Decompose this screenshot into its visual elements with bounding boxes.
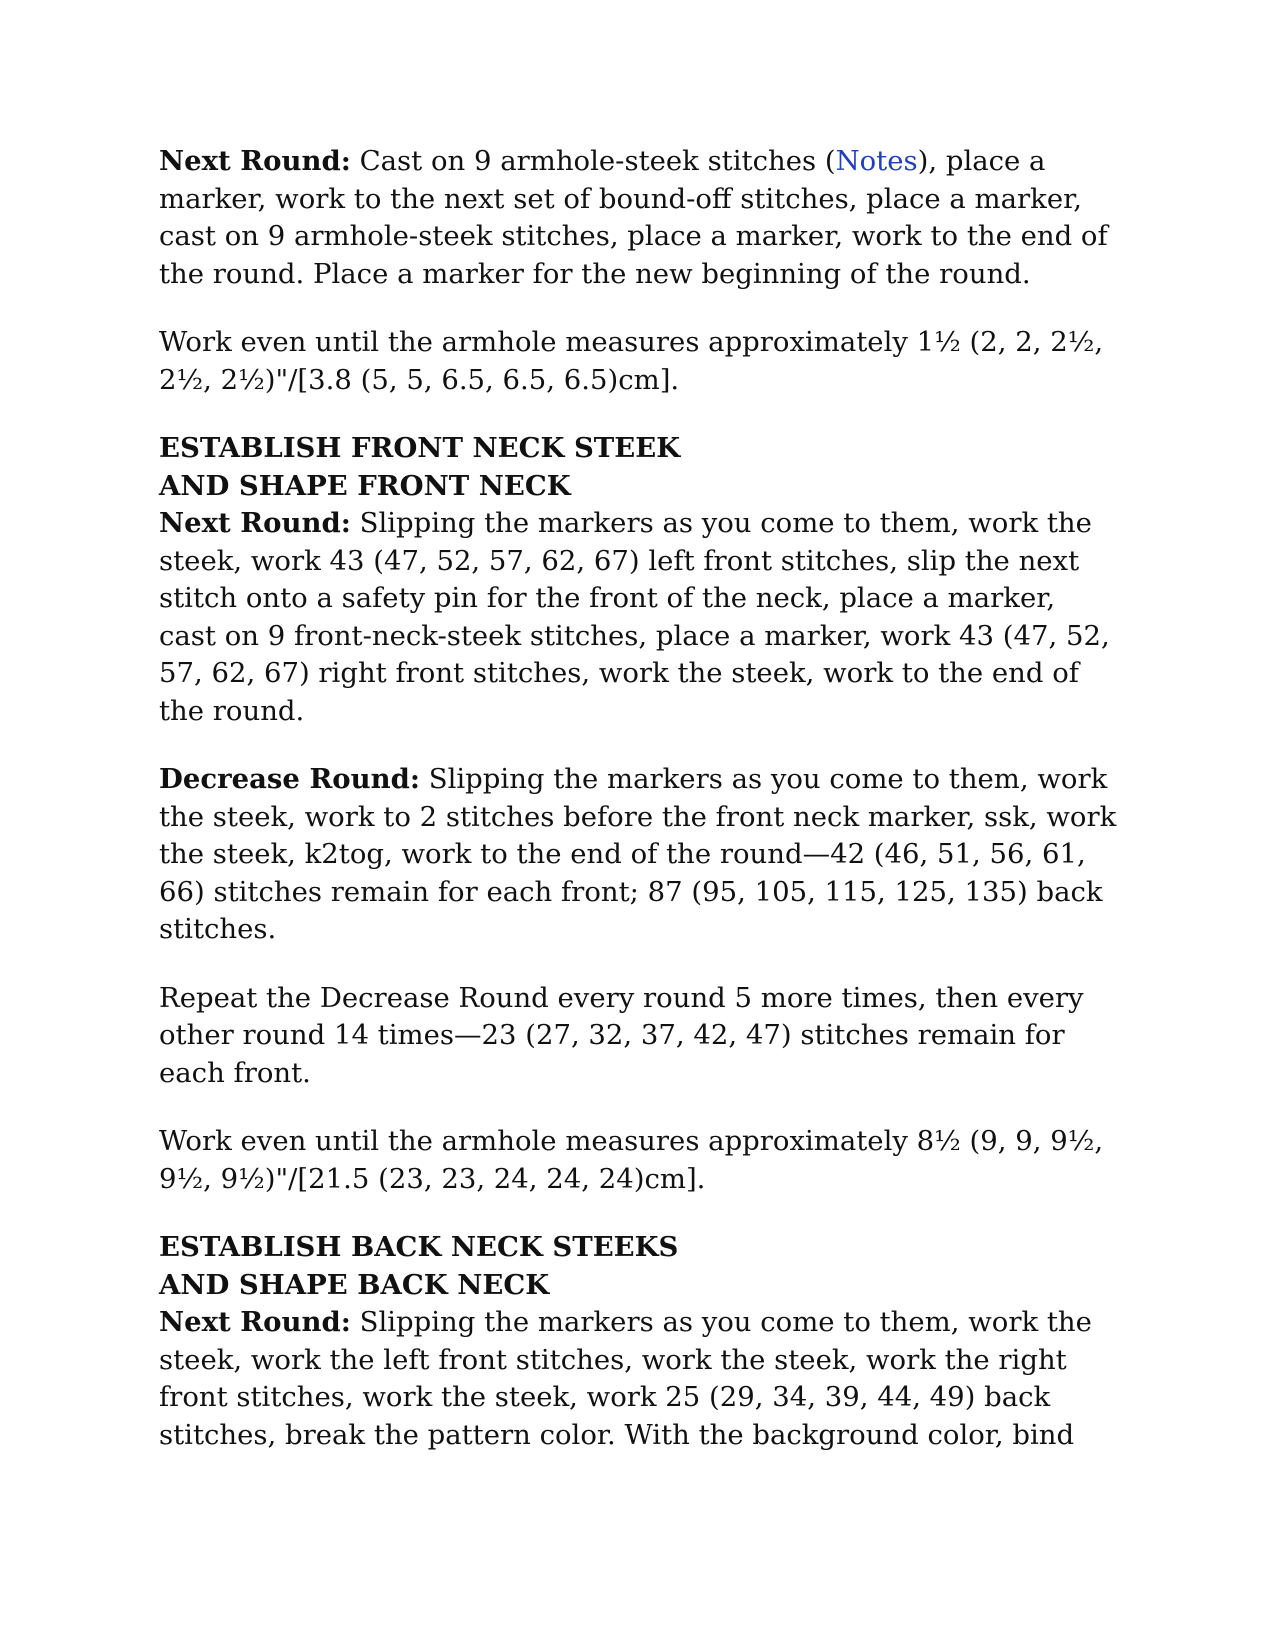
paragraph-text: Cast on 9 armhole-steek stitches ( (350, 145, 836, 177)
section-heading: AND SHAPE BACK NECK (159, 1268, 550, 1301)
round-label: Next Round: (159, 145, 351, 177)
paragraph-work-even-2: Work even until the armhole measures approximately 8½ (9, 9, 9½, 9½, 9½)"/[21.5 (23, 23, 24, 24, 24)cm]. (159, 1125, 1104, 1195)
paragraph-front-neck-round (159, 505, 1119, 730)
round-label: Next Round: (159, 1306, 351, 1338)
section-heading: AND SHAPE FRONT NECK (159, 469, 571, 502)
paragraph-repeat-decrease: Repeat the Decrease Round every round 5 more times, then every other round 14 times—23 (27, 32, 37, 42, 47) stitches remain for each front. (159, 981, 1084, 1089)
notes-link[interactable]: Notes (835, 145, 918, 177)
paragraph-text: Slipping the markers as you come to them, work the steek, work the left front stitches, work the steek, work the right front stitches, work the steek, work 25 (29, 34, 39, 44, 49) back stitches, break the pattern color. With the background color, bind (159, 1306, 1092, 1451)
round-label: Next Round: (159, 507, 351, 539)
section-back-neck (159, 1229, 1119, 1454)
paragraph-text: Slipping the markers as you come to them, work the steek, work to 2 stitches before the front neck marker, ssk, work the steek, k2tog, work to the end of the round—42 (46, 51, 56, 61, 66) stitches remain for each front; 87 (95, 105, 115, 125, 135) back stitches. (159, 763, 1117, 945)
round-label: Decrease Round: (159, 763, 421, 795)
paragraph-cast-on-steek (159, 143, 1119, 293)
section-front-neck (159, 430, 1119, 730)
paragraph-decrease-round (159, 761, 1119, 949)
paragraph-work-even-1: Work even until the armhole measures approximately 1½ (2, 2, 2½, 2½, 2½)"/[3.8 (5, 5, 6.5, 6.5, 6.5)cm]. (159, 326, 1104, 396)
paragraph-back-neck-round (159, 1304, 1119, 1454)
section-heading: ESTABLISH FRONT NECK STEEK (159, 432, 681, 464)
section-heading: ESTABLISH BACK NECK STEEKS (159, 1231, 679, 1263)
document-page (159, 143, 1119, 1454)
paragraph-text: ), place a marker, work to the next set of bound-off stitches, place a marker, cast on 9 armhole-steek stitches, place a marker, work to the end of the round. Place a marker for the new beginning of the round. (159, 145, 1108, 290)
paragraph-text: Slipping the markers as you come to them, work the steek, work 43 (47, 52, 57, 62, 67) left front stitches, slip the next stitch onto a safety pin for the front of the neck, place a marker, cast on 9 front-neck-steek stitches, place a marker, work 43 (47, 52, 57, 62, 67) right front stitches, work the steek, work to the end of the round. (159, 507, 1110, 727)
